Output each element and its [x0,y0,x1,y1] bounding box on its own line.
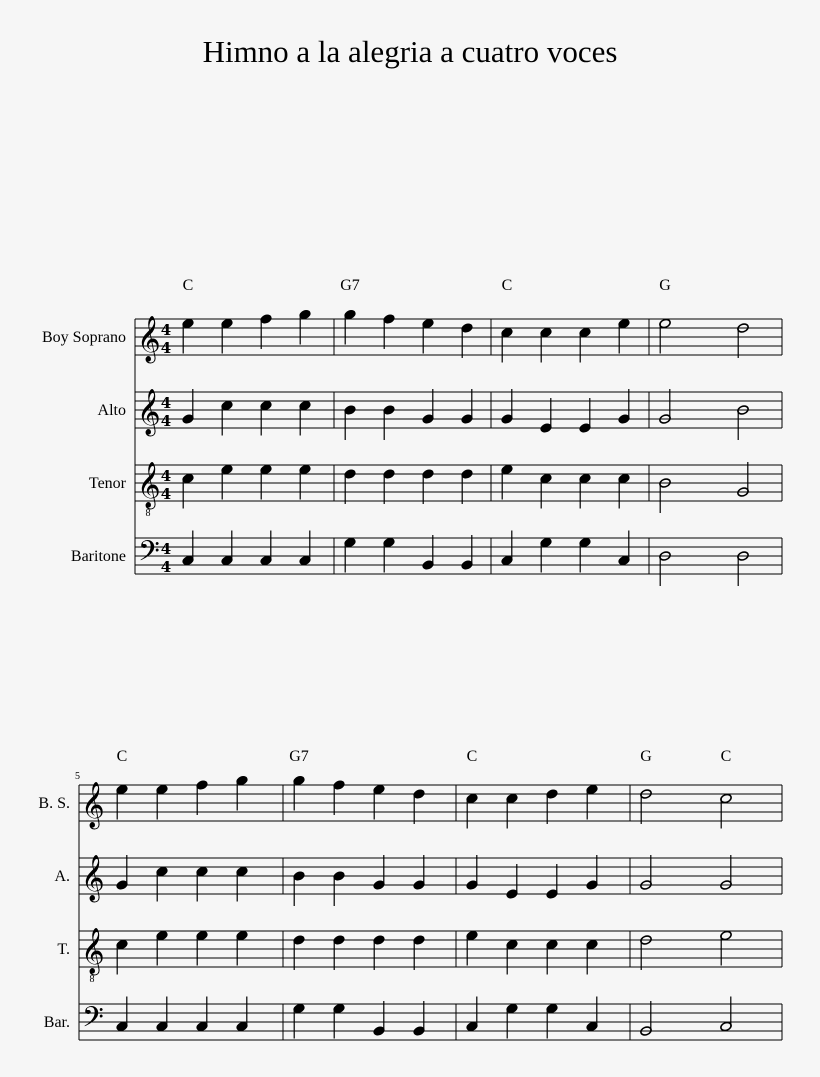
note [344,309,357,344]
note [540,473,553,508]
note [579,327,592,362]
note [344,405,357,440]
note [501,464,514,499]
note [260,464,273,499]
note [546,864,559,899]
time-signature-bottom: 4 [160,558,172,576]
treble-clef-icon: 𝄞 [81,855,105,901]
chord-symbol: C [466,748,478,765]
note [546,1003,559,1038]
note [116,997,129,1032]
treble-clef-icon: 𝄞 [81,928,105,974]
note [506,864,519,899]
note [196,997,209,1032]
note [720,997,733,1032]
time-signature-top: 4 [160,467,172,485]
note [546,939,559,974]
note [659,318,672,353]
staff [57,928,782,985]
note [383,537,396,572]
time-signature-top: 4 [160,321,172,339]
note [422,469,435,504]
octave-eight-mark: 8 [145,508,151,519]
staff [44,997,782,1042]
staff [89,462,782,519]
note [333,935,346,970]
note [182,473,195,508]
note [373,1001,386,1036]
note [501,531,514,566]
note [466,793,479,828]
note [196,866,209,901]
note [116,939,129,974]
note [236,930,249,965]
score-system [42,277,782,586]
chord-symbol: C [182,277,194,294]
note [182,531,195,566]
note [333,780,346,815]
chord-symbol: G [640,748,652,765]
note [618,318,631,353]
instrument-label: B. S. [38,795,70,812]
note [221,318,234,353]
note [540,327,553,362]
instrument-label: T. [57,941,70,958]
note [156,930,169,965]
note [383,405,396,440]
note [466,855,479,890]
note [466,930,479,965]
note [461,389,474,424]
note [501,327,514,362]
note [344,537,357,572]
score-system [38,748,782,1041]
note [506,793,519,828]
note [540,537,553,572]
note [720,930,733,965]
note [720,793,733,828]
note [501,389,514,424]
note [618,389,631,424]
note [586,997,599,1032]
octave-eight-mark: 8 [89,974,95,985]
note [461,535,474,570]
note [506,939,519,974]
note [586,855,599,890]
note [293,1003,306,1038]
time-signature-bottom: 4 [160,485,172,503]
time-signature-bottom: 4 [160,339,172,357]
note [236,866,249,901]
note [196,780,209,815]
note [156,997,169,1032]
treble-clef-icon: 𝄞 [81,782,105,828]
chord-symbol: C [501,277,513,294]
note [299,400,312,435]
chord-symbol: G7 [289,748,309,765]
note [236,997,249,1032]
measure-number: 5 [75,771,80,782]
note [156,784,169,819]
time-signature-top: 4 [160,540,172,558]
note [383,469,396,504]
note [461,469,474,504]
note [182,318,195,353]
note [293,871,306,906]
chord-symbol: C [720,748,732,765]
note [413,1001,426,1036]
note [221,400,234,435]
note [546,789,559,824]
note [618,473,631,508]
note [373,855,386,890]
time-signature-bottom: 4 [160,412,172,430]
note [260,400,273,435]
note [413,789,426,824]
note [260,314,273,349]
note [579,398,592,433]
note [299,309,312,344]
note [461,323,474,358]
note [586,939,599,974]
note [373,935,386,970]
note [293,775,306,810]
staff [54,855,782,906]
note [579,473,592,508]
instrument-label: Baritone [70,548,126,565]
note [156,866,169,901]
note [299,464,312,499]
note [422,318,435,353]
note [506,1003,519,1038]
time-signature-top: 4 [160,394,172,412]
staff [38,775,782,830]
treble-clef-icon: 𝄞 [137,389,161,435]
score-title: Himno a la alegria a cuatro voces [202,34,618,69]
chord-symbol: G7 [340,277,360,294]
note [413,855,426,890]
instrument-label: Boy Soprano [42,329,126,346]
note [116,784,129,819]
note [586,784,599,819]
note [333,871,346,906]
instrument-label: Bar. [43,1014,70,1031]
instrument-label: Tenor [88,475,126,492]
note [333,1003,346,1038]
staff [98,389,782,440]
note [383,314,396,349]
bass-clef-icon: 𝄢 [138,535,160,575]
note [236,775,249,810]
treble-clef-icon: 𝄞 [137,462,161,508]
bass-clef-icon: 𝄢 [82,1001,104,1041]
chord-symbol: C [116,748,128,765]
note [293,935,306,970]
note [422,389,435,424]
note [344,469,357,504]
note [618,531,631,566]
note [221,531,234,566]
note [116,855,129,890]
staff [71,531,782,587]
note [413,935,426,970]
staff [42,309,782,364]
treble-clef-icon: 𝄞 [137,316,161,362]
instrument-label: A. [54,868,70,885]
instrument-label: Alto [97,402,126,419]
note [221,464,234,499]
note [299,531,312,566]
note [466,997,479,1032]
note [540,398,553,433]
note [182,389,195,424]
note [579,537,592,572]
chord-symbol: G [659,277,671,294]
note [196,930,209,965]
note [422,535,435,570]
note [260,531,273,566]
note [373,784,386,819]
